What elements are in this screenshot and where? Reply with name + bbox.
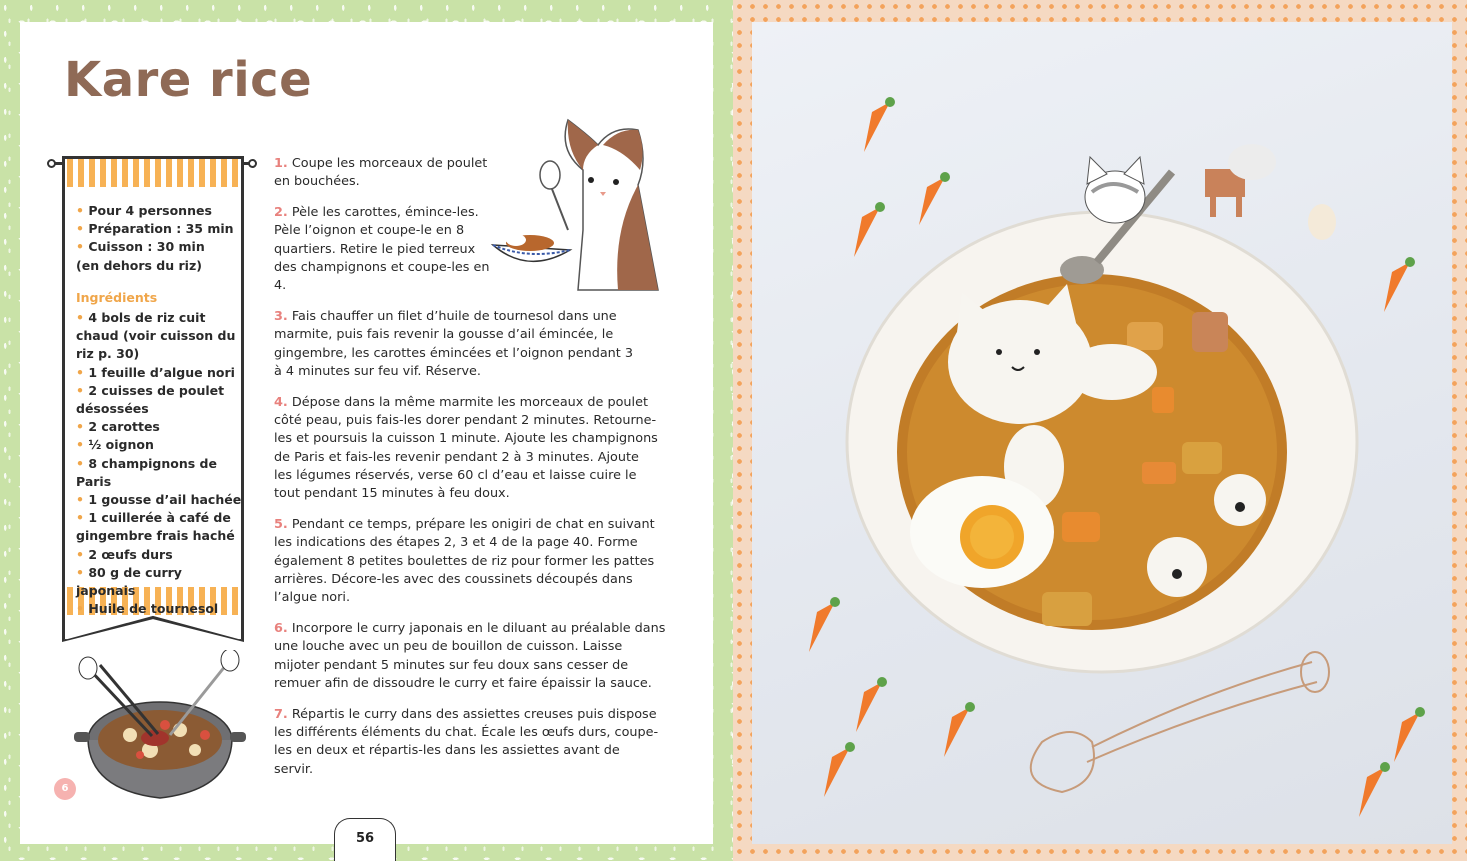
ingredient-item: • 2 œufs durs xyxy=(76,546,173,562)
ingredients-heading: Ingrédients xyxy=(76,289,158,305)
recipe-title: Kare rice xyxy=(64,52,313,108)
cook-note: (en dehors du riz) xyxy=(76,257,202,273)
page-badge: 6 xyxy=(54,778,76,800)
ingredient-item: • 4 bols de riz cuit chaud (voir cuisson du riz p. 30) xyxy=(76,310,236,362)
curry-pot-illustration xyxy=(70,650,250,805)
step-item: 3. Fais chauffer un filet d’huile de tournesol dans une marmite, puis fais revenir la gousse d’ail émincée, le gingembre, les carottes émincées et l’oignon pendant 3 à 4 minutes sur feu vif. Réserve. xyxy=(274,309,633,379)
ingredient-item: • 1 gousse d’ail hachée xyxy=(76,492,242,508)
ingredient-item: • ½ oignon xyxy=(76,437,154,453)
cat-eating-illustration xyxy=(488,110,668,300)
step-item: 2. Pèle les carottes, émince-les. Pèle l’oignon et coupe-le en 8 quartiers. Retire le pied terreux des champignons et coupe-les en 4. xyxy=(274,205,490,294)
banner-rod-knob-left xyxy=(47,159,56,168)
step-item: 1. Coupe les morceaux de poulet en bouchées. xyxy=(274,156,488,190)
ingredient-list xyxy=(76,309,242,618)
step-item: 6. Incorpore le curry japonais en le diluant au préalable dans une louche avec un peu de bouillon de cuisson. Laisse mijoter pendant 5 minutes sur feu doux sans cesser de remuer afin de dissoudre le curry et faire épaissir la sauce. xyxy=(274,621,666,691)
ingredient-item: • Huile de tournesol xyxy=(76,601,219,617)
step-item: 5. Pendant ce temps, prépare les onigiri de chat en suivant les indications des étapes 2, 3 et 4 de la page 40. Forme également 8 petites boulettes de riz pour former les pattes arrières. Décore-les avec des coussinets découpés dans l’algue nori. xyxy=(274,517,655,606)
info-panel xyxy=(76,202,242,618)
ingredient-item: • 1 cuillerée à café de gingembre frais haché xyxy=(76,510,235,544)
servings-line: • Pour 4 personnes xyxy=(76,203,212,218)
banner-stripes-top xyxy=(67,159,241,187)
ingredient-item: • 8 champignons de Paris xyxy=(76,455,217,489)
dish-photo-illustration xyxy=(752,22,1452,844)
ingredient-item: • 2 carottes xyxy=(76,419,160,435)
page-number: 56 xyxy=(355,831,375,846)
step-item: 4. Dépose dans la même marmite les morceaux de poulet côté peau, puis fais-les dorer pendant 2 minutes. Retourne-les et poursuis la cuisson 1 minute. Ajoute les champignons de Paris et fais-les revenir pendant 2 à 3 minutes. Ajoute les légumes réservés, verse 60 cl d’eau et laisse cuire le tout pendant 15 minutes à feu doux. xyxy=(274,394,658,502)
ingredient-item: • 1 feuille d’algue nori xyxy=(76,364,235,380)
step-item: 7. Répartis le curry dans des assiettes creuses puis dispose les différents éléments du chat. Écale les œufs durs, coupe-les en deux et répartis-les dans les assiettes avant de servir. xyxy=(274,706,659,777)
ingredient-item: • 2 cuisses de poulet désossées xyxy=(76,382,225,417)
prep-line: • Préparation : 35 min xyxy=(76,221,234,237)
ingredient-item: • 80 g de curry japonais xyxy=(76,564,182,599)
cook-line: • Cuisson : 30 min xyxy=(76,239,205,255)
banner-rod-knob-right xyxy=(248,159,257,168)
